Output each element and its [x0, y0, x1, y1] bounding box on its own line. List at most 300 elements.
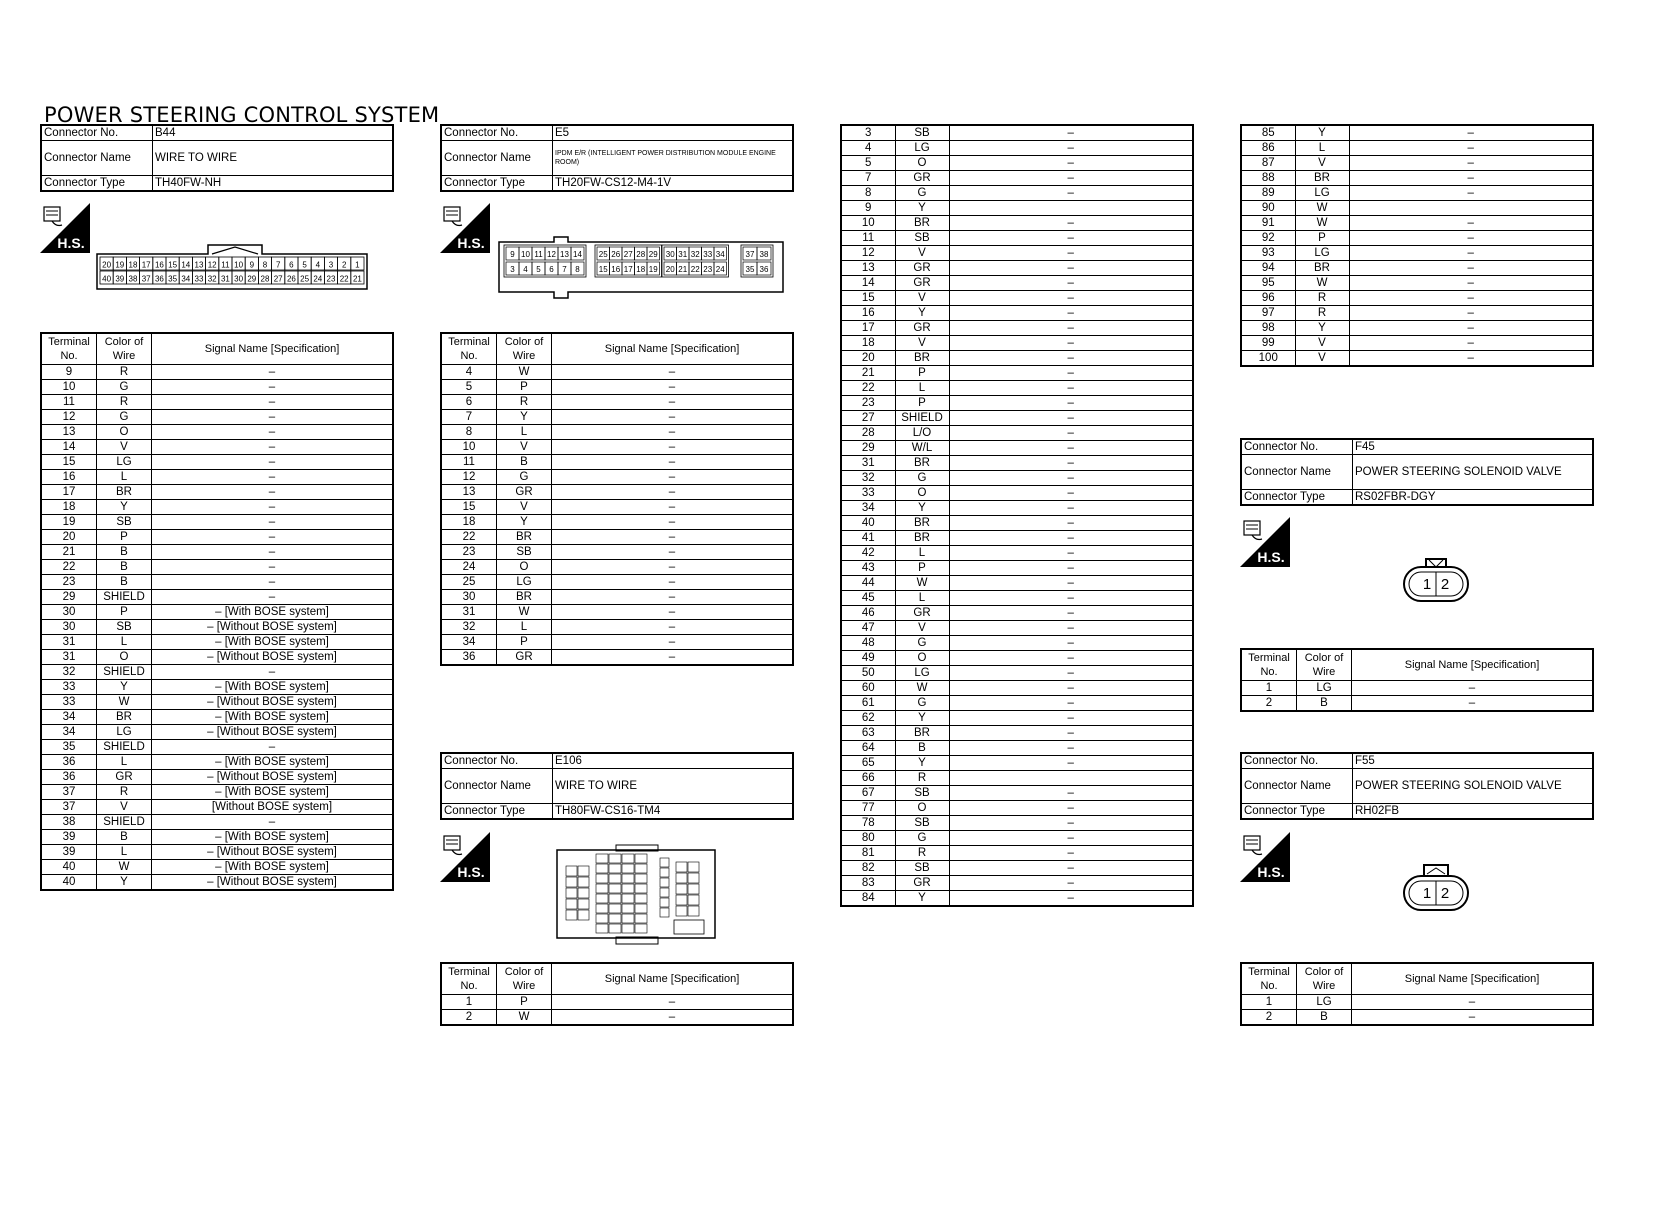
pin-cell	[609, 864, 621, 873]
terminal-no-cell: 18	[841, 336, 895, 351]
pin-cell	[688, 895, 699, 905]
signal-name-cell: –	[949, 276, 1193, 291]
pin-cell	[566, 877, 577, 887]
table-row	[841, 441, 1193, 456]
table-row	[841, 471, 1193, 486]
signal-name-cell	[1349, 201, 1593, 216]
label-connector-type: Connector Type	[441, 804, 553, 820]
wire-color-cell: V	[895, 246, 949, 261]
wire-color-cell: G	[895, 831, 949, 846]
pin-label: 3	[510, 265, 515, 274]
pin-label: 15	[598, 265, 608, 274]
terminal-no-cell: 13	[41, 425, 97, 440]
pin-cell	[622, 864, 634, 873]
table-row	[841, 501, 1193, 516]
label-connector-name: Connector Name	[441, 141, 553, 176]
wire-color-cell: Y	[497, 515, 552, 530]
signal-name-cell: –	[1349, 231, 1593, 246]
pin-label: 2	[1440, 885, 1450, 902]
table-row	[41, 830, 393, 845]
terminal-no-cell: 22	[841, 381, 895, 396]
pin-cell	[609, 904, 621, 913]
signal-name-cell: –	[949, 831, 1193, 846]
table-row	[41, 725, 393, 740]
table-row	[841, 741, 1193, 756]
table-row	[41, 515, 393, 530]
signal-name-cell: – [Without BOSE system]	[152, 695, 394, 710]
connector-info-e5	[440, 124, 794, 192]
terminal-no-cell: 29	[841, 441, 895, 456]
pin-cell	[676, 884, 687, 894]
signal-name-cell: –	[152, 740, 394, 755]
pin-cell	[660, 908, 669, 917]
signal-name-cell: – [Without BOSE system]	[152, 845, 394, 860]
wire-color-cell: P	[497, 380, 552, 395]
signal-name-cell: –	[949, 531, 1193, 546]
connector-name-value: WIRE TO WIRE	[553, 769, 794, 804]
terminal-table-f45	[1240, 648, 1594, 712]
signal-name-cell: –	[552, 425, 794, 440]
terminal-table-e106-cont-2	[1240, 124, 1594, 367]
label-connector-no: Connector No.	[41, 125, 153, 141]
header-color: Color of Wire	[497, 963, 552, 995]
terminal-no-cell: 12	[841, 246, 895, 261]
label-connector-name: Connector Name	[1241, 455, 1353, 490]
signal-name-cell: –	[1352, 696, 1594, 712]
terminal-no-cell: 35	[41, 740, 97, 755]
pin-label: 3	[328, 260, 334, 270]
table-row	[41, 410, 393, 425]
pin-label: 34	[715, 250, 725, 259]
table-row	[841, 231, 1193, 246]
terminal-no-cell: 22	[441, 530, 497, 545]
wire-color-cell: V	[97, 440, 152, 455]
connector-no-value: F45	[1353, 439, 1594, 455]
terminal-no-cell: 43	[841, 561, 895, 576]
signal-name-cell: –	[1352, 681, 1594, 696]
terminal-no-cell: 99	[1241, 336, 1295, 351]
signal-name-cell: –	[949, 411, 1193, 426]
wire-color-cell: Y	[1295, 321, 1349, 336]
wire-color-cell: R	[895, 846, 949, 861]
signal-name-cell: –	[949, 471, 1193, 486]
wire-color-cell: Y	[895, 891, 949, 907]
signal-name-cell: –	[1349, 321, 1593, 336]
table-row	[41, 380, 393, 395]
pin-label: 17	[141, 260, 151, 270]
pin-label: 25	[300, 274, 310, 284]
connector-info-f45	[1240, 438, 1594, 506]
table-row	[841, 636, 1193, 651]
pin-label: 2	[341, 260, 347, 270]
table-row	[41, 485, 393, 500]
wire-color-cell: W	[497, 365, 552, 380]
wire-color-cell: V	[1295, 156, 1349, 171]
wire-color-cell: P	[97, 605, 152, 620]
terminal-no-cell: 48	[841, 636, 895, 651]
pin-label: 22	[339, 274, 349, 284]
pin-label: 4	[315, 260, 321, 270]
header-terminal: Terminal No.	[441, 333, 497, 365]
signal-name-cell: –	[1349, 246, 1593, 261]
terminal-no-cell: 10	[41, 380, 97, 395]
terminal-no-cell: 30	[441, 590, 497, 605]
connector-type-value: TH40FW-NH	[153, 176, 394, 192]
wire-color-cell: SB	[895, 231, 949, 246]
terminal-no-cell: 100	[1241, 351, 1295, 367]
table-row	[841, 186, 1193, 201]
pin-label: 28	[260, 274, 270, 284]
table-row	[841, 321, 1193, 336]
wire-color-cell: Y	[97, 500, 152, 515]
table-row	[41, 845, 393, 860]
terminal-no-cell: 62	[841, 711, 895, 726]
table-row	[1241, 351, 1593, 367]
terminal-no-cell: 19	[41, 515, 97, 530]
terminal-no-cell: 39	[41, 830, 97, 845]
table-row	[41, 620, 393, 635]
label-connector-type: Connector Type	[41, 176, 153, 192]
wire-color-cell: W	[895, 681, 949, 696]
terminal-no-cell: 42	[841, 546, 895, 561]
table-row	[441, 380, 793, 395]
table-row	[841, 125, 1193, 141]
page-title: POWER STEERING CONTROL SYSTEM	[44, 103, 440, 127]
wire-color-cell: BR	[895, 456, 949, 471]
table-row	[41, 875, 393, 891]
wire-color-cell: L	[97, 845, 152, 860]
terminal-no-cell: 64	[841, 741, 895, 756]
wire-color-cell: LG	[97, 725, 152, 740]
pin-cell	[609, 884, 621, 893]
signal-name-cell: –	[949, 486, 1193, 501]
terminal-table-e106-cont	[840, 124, 1194, 907]
terminal-no-cell: 5	[841, 156, 895, 171]
signal-name-cell: – [Without BOSE system]	[152, 875, 394, 891]
terminal-no-cell: 34	[41, 710, 97, 725]
terminal-no-cell: 9	[841, 201, 895, 216]
pin-label: 20	[665, 265, 675, 274]
signal-name-cell: –	[552, 365, 794, 380]
signal-name-cell: –	[1349, 186, 1593, 201]
pin-cell	[609, 854, 621, 863]
signal-name-cell: –	[552, 1010, 794, 1026]
pin-cell	[596, 854, 608, 863]
table-row	[841, 816, 1193, 831]
table-row	[41, 785, 393, 800]
terminal-table-e5	[440, 332, 794, 666]
table-row	[41, 440, 393, 455]
pin-cell	[676, 862, 687, 872]
signal-name-cell: –	[949, 125, 1193, 141]
signal-name-cell: –	[949, 516, 1193, 531]
signal-name-cell: –	[152, 455, 394, 470]
pin-cell	[578, 877, 589, 887]
signal-name-cell: –	[949, 186, 1193, 201]
signal-name-cell: –	[949, 891, 1193, 907]
table-row	[841, 786, 1193, 801]
pin-label: 33	[194, 274, 204, 284]
pin-label: 11	[221, 260, 230, 270]
pin-cell	[622, 854, 634, 863]
pin-label: 27	[623, 250, 633, 259]
wire-color-cell: GR	[895, 276, 949, 291]
table-row	[441, 545, 793, 560]
terminal-no-cell: 80	[841, 831, 895, 846]
hs-icon	[440, 832, 490, 887]
terminal-no-cell: 34	[841, 501, 895, 516]
header-signal: Signal Name [Specification]	[152, 333, 394, 365]
table-row	[841, 246, 1193, 261]
table-row	[841, 561, 1193, 576]
table-row	[841, 351, 1193, 366]
table-row	[841, 171, 1193, 186]
pin-cell	[566, 899, 577, 909]
terminal-no-cell: 12	[41, 410, 97, 425]
signal-name-cell: –	[552, 380, 794, 395]
wire-color-cell: R	[97, 365, 152, 380]
table-row	[1241, 321, 1593, 336]
wire-color-cell: BR	[895, 516, 949, 531]
hs-icon	[1240, 517, 1290, 572]
table-row	[841, 456, 1193, 471]
signal-name-cell: – [Without BOSE system]	[152, 650, 394, 665]
hs-icon	[440, 203, 490, 258]
terminal-no-cell: 89	[1241, 186, 1295, 201]
terminal-no-cell: 23	[41, 575, 97, 590]
signal-name-cell: –	[152, 815, 394, 830]
pin-cell	[566, 866, 577, 876]
signal-name-cell: –	[949, 606, 1193, 621]
signal-name-cell: –	[152, 665, 394, 680]
pin-cell	[676, 906, 687, 916]
connector-no-value: B44	[153, 125, 394, 141]
connector-no-value: E106	[553, 753, 794, 769]
pin-label: 22	[690, 265, 700, 274]
table-row	[41, 590, 393, 605]
pin-label: 23	[326, 274, 336, 284]
table-row	[841, 306, 1193, 321]
terminal-no-cell: 1	[441, 995, 497, 1010]
table-row	[841, 546, 1193, 561]
wire-color-cell: Y	[1295, 125, 1349, 141]
terminal-no-cell: 12	[441, 470, 497, 485]
table-row	[841, 531, 1193, 546]
terminal-no-cell: 2	[441, 1010, 497, 1026]
signal-name-cell: –	[949, 456, 1193, 471]
pin-cell	[688, 862, 699, 872]
terminal-no-cell: 7	[441, 410, 497, 425]
signal-name-cell: –	[949, 666, 1193, 681]
table-row	[841, 201, 1193, 216]
pin-cell	[622, 904, 634, 913]
terminal-no-cell: 37	[41, 800, 97, 815]
pin-cell	[596, 904, 608, 913]
wire-color-cell: BR	[1295, 261, 1349, 276]
header-color: Color of Wire	[1297, 649, 1352, 681]
wire-color-cell: V	[895, 621, 949, 636]
terminal-no-cell: 83	[841, 876, 895, 891]
signal-name-cell: –	[949, 681, 1193, 696]
wire-color-cell: W	[97, 695, 152, 710]
table-row	[41, 680, 393, 695]
wire-color-cell: BR	[1295, 171, 1349, 186]
label-connector-type: Connector Type	[441, 176, 553, 192]
wire-color-cell: V	[497, 500, 552, 515]
terminal-no-cell: 95	[1241, 276, 1295, 291]
pin-label: 19	[115, 260, 125, 270]
table-row	[41, 740, 393, 755]
table-row	[41, 665, 393, 680]
pin-label: 38	[128, 274, 138, 284]
signal-name-cell: – [With BOSE system]	[152, 605, 394, 620]
pin-label: 10	[521, 250, 530, 259]
header-signal: Signal Name [Specification]	[1352, 649, 1594, 681]
pin-label: 8	[262, 260, 268, 270]
terminal-no-cell: 94	[1241, 261, 1295, 276]
pin-cell	[635, 924, 647, 933]
pin-label: 27	[273, 274, 283, 284]
pin-cell	[635, 894, 647, 903]
pin-label: 5	[302, 260, 307, 270]
pin-label: 37	[141, 274, 151, 284]
pin-cell	[660, 858, 669, 867]
table-row	[841, 396, 1193, 411]
table-row	[841, 261, 1193, 276]
signal-name-cell: –	[552, 440, 794, 455]
signal-name-cell: –	[949, 396, 1193, 411]
terminal-no-cell: 38	[41, 815, 97, 830]
signal-name-cell: –	[949, 156, 1193, 171]
wire-color-cell: L	[97, 755, 152, 770]
table-row	[841, 891, 1193, 907]
signal-name-cell: – [Without BOSE system]	[152, 620, 394, 635]
connector-info-f55	[1240, 752, 1594, 820]
wire-color-cell: SHIELD	[97, 740, 152, 755]
table-row	[841, 366, 1193, 381]
pin-label: 32	[690, 250, 700, 259]
table-row	[1241, 216, 1593, 231]
wire-color-cell: LG	[497, 575, 552, 590]
table-row	[841, 651, 1193, 666]
terminal-no-cell: 33	[841, 486, 895, 501]
signal-name-cell: –	[552, 635, 794, 650]
table-row	[41, 815, 393, 830]
signal-name-cell: –	[1349, 336, 1593, 351]
pin-cell	[596, 874, 608, 883]
terminal-no-cell: 7	[841, 171, 895, 186]
wire-color-cell: SB	[97, 515, 152, 530]
wire-color-cell: SB	[895, 786, 949, 801]
wire-color-cell: GR	[895, 171, 949, 186]
terminal-no-cell: 24	[441, 560, 497, 575]
pin-label: 20	[102, 260, 112, 270]
label-connector-type: Connector Type	[1241, 804, 1353, 820]
pin-cell	[578, 866, 589, 876]
table-row	[441, 530, 793, 545]
pin-label: 17	[623, 265, 633, 274]
wire-color-cell: BR	[895, 726, 949, 741]
signal-name-cell: –	[552, 620, 794, 635]
terminal-no-cell: 36	[441, 650, 497, 666]
connector-info-b44	[40, 124, 394, 192]
signal-name-cell: –	[152, 590, 394, 605]
wire-color-cell: L	[895, 381, 949, 396]
terminal-no-cell: 20	[841, 351, 895, 366]
table-row	[41, 455, 393, 470]
pin-label: 21	[678, 265, 688, 274]
wire-color-cell: W	[497, 605, 552, 620]
wire-color-cell: P	[497, 995, 552, 1010]
signal-name-cell: –	[949, 231, 1193, 246]
wire-color-cell: O	[895, 156, 949, 171]
pin-label: 12	[207, 260, 217, 270]
terminal-no-cell: 27	[841, 411, 895, 426]
signal-name-cell: –	[152, 515, 394, 530]
wire-color-cell: R	[97, 395, 152, 410]
wire-color-cell: BR	[895, 531, 949, 546]
table-row	[41, 800, 393, 815]
table-row	[41, 395, 393, 410]
table-row	[841, 591, 1193, 606]
wire-color-cell: V	[1295, 336, 1349, 351]
pin-label: 16	[154, 260, 164, 270]
pin-label: 35	[745, 265, 755, 274]
table-row	[441, 455, 793, 470]
table-row	[841, 726, 1193, 741]
table-row	[441, 635, 793, 650]
signal-name-cell: – [With BOSE system]	[152, 830, 394, 845]
table-row	[1241, 201, 1593, 216]
header-signal: Signal Name [Specification]	[552, 333, 794, 365]
wire-color-cell: W	[1295, 276, 1349, 291]
hs-icon	[40, 203, 90, 258]
signal-name-cell: –	[152, 500, 394, 515]
pin-cell	[635, 854, 647, 863]
connector-name-value: POWER STEERING SOLENOID VALVE	[1353, 769, 1594, 804]
wire-color-cell: O	[497, 560, 552, 575]
connector-type-value: RS02FBR-DGY	[1353, 490, 1594, 506]
header-terminal: Terminal No.	[441, 963, 497, 995]
terminal-no-cell: 46	[841, 606, 895, 621]
label-connector-no: Connector No.	[441, 753, 553, 769]
wire-color-cell: B	[497, 455, 552, 470]
pin-label: 18	[128, 260, 138, 270]
signal-name-cell: –	[1349, 216, 1593, 231]
signal-name-cell: –	[949, 861, 1193, 876]
hs-label: H.S.	[457, 235, 485, 251]
terminal-no-cell: 63	[841, 726, 895, 741]
terminal-no-cell: 34	[441, 635, 497, 650]
table-row	[41, 545, 393, 560]
signal-name-cell: –	[949, 336, 1193, 351]
table-row	[841, 516, 1193, 531]
signal-name-cell: –	[152, 365, 394, 380]
terminal-no-cell: 86	[1241, 141, 1295, 156]
table-row	[841, 831, 1193, 846]
wire-color-cell: BR	[895, 216, 949, 231]
pin-label: 4	[523, 265, 528, 274]
wire-color-cell: Y	[895, 201, 949, 216]
signal-name-cell: –	[949, 591, 1193, 606]
signal-name-cell: –	[949, 351, 1193, 366]
wire-color-cell: R	[97, 785, 152, 800]
terminal-no-cell: 98	[1241, 321, 1295, 336]
connector-info-e106	[440, 752, 794, 820]
signal-name-cell: –	[1349, 276, 1593, 291]
terminal-no-cell: 87	[1241, 156, 1295, 171]
terminal-no-cell: 9	[41, 365, 97, 380]
